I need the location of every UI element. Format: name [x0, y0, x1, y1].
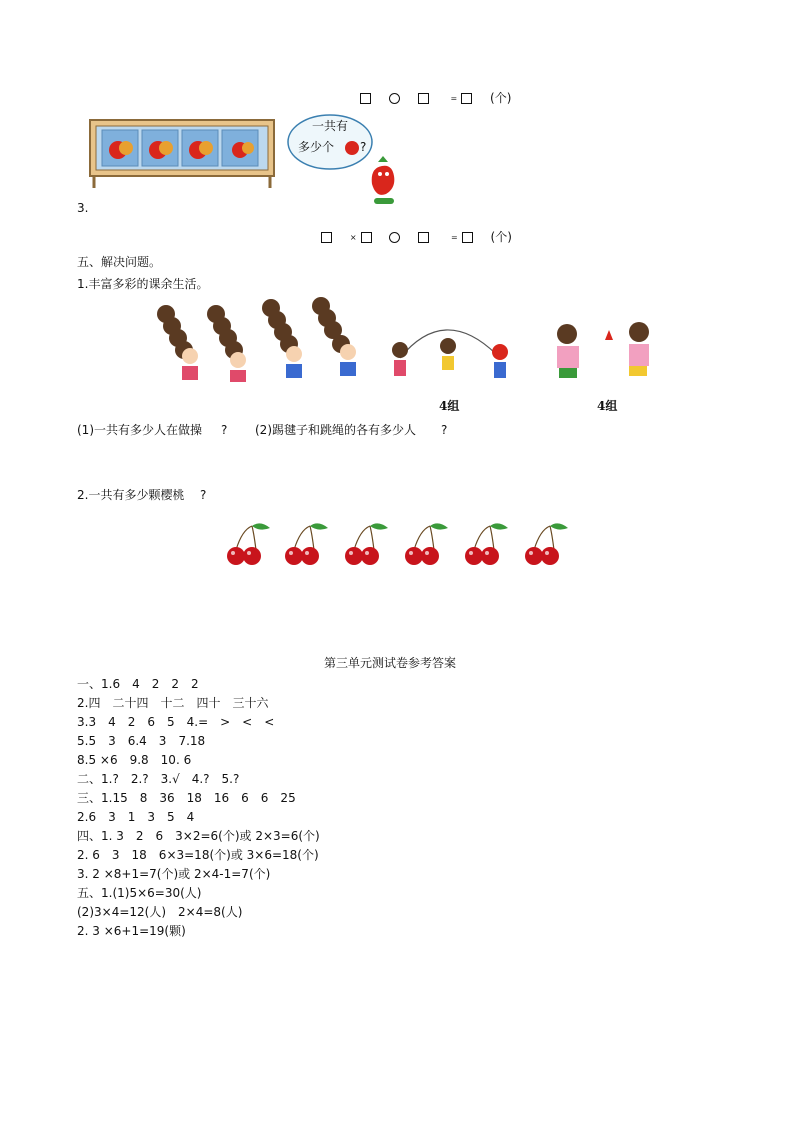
- apple-plate-icon: [102, 130, 138, 166]
- jump-rope-illustration: [384, 324, 520, 390]
- question-1-sub-2-mark: ?: [441, 423, 448, 437]
- problem-3-number: 3.: [77, 201, 89, 215]
- answer-line: 二、1.? 2.? 3.√ 4.? 5.?: [77, 772, 240, 786]
- question-1-sub-1-mark: ?: [221, 423, 228, 437]
- shelf-illustration: [88, 118, 278, 190]
- blank-box[interactable]: [360, 93, 371, 104]
- cherry-icon: [227, 523, 270, 565]
- answer-line: (2)3×4=12(人) 2×4=8(人): [77, 905, 243, 919]
- question-2-title: 2.一共有多少颗樱桃: [77, 488, 185, 502]
- problem-3-equation: [321, 229, 516, 246]
- equals-sign: =: [451, 232, 458, 242]
- blank-box[interactable]: [462, 232, 473, 243]
- cherries-illustration: [222, 520, 574, 570]
- answer-line: 四、1. 3 2 6 3×2=6(个)或 2×3=6(个): [77, 829, 320, 843]
- blank-box[interactable]: [461, 93, 472, 104]
- answer-line: 2.四 二十四 十二 四十 三十六: [77, 696, 269, 710]
- question-2-mark: ?: [200, 488, 207, 502]
- apple-plate-icon: [182, 130, 218, 166]
- answer-line: 三、1.15 8 36 18 16 6 6 25: [77, 791, 296, 805]
- strawberry-character-icon: [372, 156, 395, 204]
- answer-line: 3. 2 ×8+1=7(个)或 2×4-1=7(个): [77, 867, 271, 881]
- answer-line: 8.5 ×6 9.8 10. 6: [77, 753, 192, 767]
- answer-line: 2. 6 3 18 6×3=18(个)或 3×6=18(个): [77, 848, 319, 862]
- answer-line: 一、1.6 4 2 2 2: [77, 677, 199, 691]
- speech-line-2: 多少个: [298, 140, 335, 154]
- group-label-shuttlecock: 4组: [597, 399, 618, 413]
- speech-bubble-illustration: [286, 112, 416, 210]
- speech-question-mark: ?: [360, 140, 367, 154]
- answer-line: 2.6 3 1 3 5 4: [77, 810, 195, 824]
- answer-line: 3.3 4 2 6 5 4.= > < <: [77, 715, 275, 729]
- multiply-sign: ×: [349, 232, 357, 242]
- shuttlecock-illustration: [545, 318, 657, 388]
- blank-box[interactable]: [418, 232, 429, 243]
- answer-line: 5.5 3 6.4 3 7.18: [77, 734, 206, 748]
- question-1-sub-2: (2)踢毽子和跳绳的各有多少人: [255, 423, 416, 437]
- operator-circle[interactable]: [389, 232, 400, 243]
- top-equation: [360, 90, 515, 107]
- question-1-title: 1.丰富多彩的课余生活。: [77, 277, 209, 291]
- section-5-heading: 五、解决问题。: [77, 255, 162, 269]
- apple-plate-icon: [142, 130, 178, 166]
- answers-title: 第三单元测试卷参考答案: [324, 656, 457, 670]
- blank-box[interactable]: [418, 93, 429, 104]
- unit-label: (个): [490, 91, 512, 105]
- answer-line: 2. 3 ×6+1=19(颗): [77, 924, 186, 938]
- blank-box[interactable]: [321, 232, 332, 243]
- operator-circle[interactable]: [389, 93, 400, 104]
- blank-box[interactable]: [361, 232, 372, 243]
- speech-line-1: 一共有: [312, 119, 349, 133]
- equals-sign: =: [450, 93, 458, 103]
- group-label-jump-rope: 4组: [439, 399, 460, 413]
- question-1-sub-1: (1)一共有多少人在做操: [77, 423, 202, 437]
- answer-line: 五、1.(1)5×6=30(人): [77, 886, 202, 900]
- exercise-children-illustration: [146, 294, 368, 392]
- unit-label: (个): [490, 230, 512, 244]
- apple-plate-icon: [222, 130, 258, 166]
